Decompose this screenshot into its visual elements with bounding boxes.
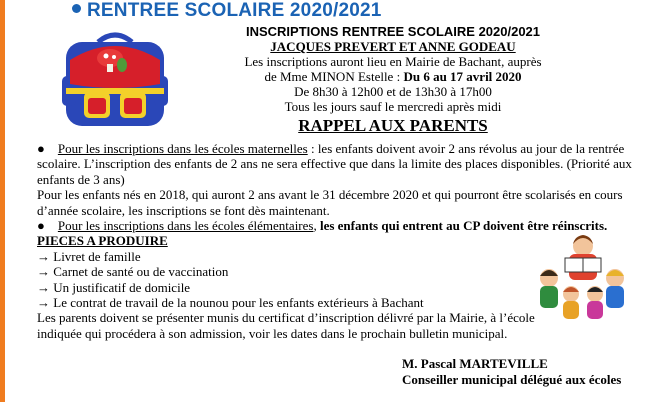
bullet-dot-icon — [72, 4, 81, 13]
piece-item: → Carnet de santé ou de vaccination — [37, 264, 229, 280]
elementaire-bold: les enfants qui entrent au CP doivent être réinscrits. — [319, 218, 608, 234]
school-bag-icon — [60, 30, 170, 126]
maternelle-text: : les enfants doivent avoir 2 ans révolus au jour de la rentrée scolaire. L’inscription des enfants de 2 ans ne sera effective que dans la limite des places disponibles. (Priorité aux enfants de 3 ans) — [37, 141, 632, 187]
maternelle-paragraph — [37, 141, 637, 187]
inscription-header — [168, 24, 618, 137]
dates-text: Du 6 au 17 avril 2020 — [403, 69, 522, 84]
contact-text: de Mme MINON Estelle : — [264, 69, 404, 84]
left-accent-bar — [0, 0, 5, 402]
inscriptions-title: INSCRIPTIONS RENTREE SCOLAIRE 2020/2021 — [245, 24, 541, 39]
days-line: Tous les jours sauf le mercredi après midi — [284, 99, 502, 114]
hours-line: De 8h30 à 12h00 et de 13h30 à 17h00 — [294, 84, 492, 99]
signature-block — [402, 356, 621, 388]
pieces-title: PIECES A PRODUIRE — [37, 233, 168, 249]
elementaire-sep: , — [313, 218, 320, 234]
elementaire-label: Pour les inscriptions dans les écoles élémentaires — [57, 218, 314, 234]
piece-item: → Livret de famille — [37, 248, 141, 264]
page-heading — [72, 0, 382, 22]
schools-names: JACQUES PREVERT ET ANNE GODEAU — [270, 39, 516, 54]
info-line-2 — [168, 69, 618, 84]
born-2018-paragraph: Pour les enfants nés en 2018, qui auront 2 ans avant le 31 décembre 2020 et qui pourront être scolarisés en cours d’année scolaire, les inscriptions se font dès maintenant. — [37, 187, 623, 218]
page-heading-text: RENTREE SCOLAIRE 2020/2021 — [87, 0, 382, 21]
children-reading-illustration — [535, 232, 630, 320]
signature-name: M. Pascal MARTEVILLE — [402, 356, 548, 371]
rappel-heading: RAPPEL AUX PARENTS — [298, 116, 488, 135]
maternelle-label: Pour les inscriptions dans les écoles maternelles — [57, 141, 308, 156]
signature-role: Conseiller municipal délégué aux écoles — [402, 372, 622, 387]
piece-item: → Le contrat de travail de la nounou pour les enfants extérieurs à Bachant — [37, 295, 424, 311]
bullet-icon: ● — [37, 141, 45, 156]
info-line-1: Les inscriptions auront lieu en Mairie de Bachant, auprès — [244, 54, 542, 69]
piece-item: → Un justificatif de domicile — [37, 279, 191, 295]
closing-paragraph: Les parents doivent se présenter munis du certificat d’inscription délivré par la Mairie, à l’école indiquée qui procédera à son admission, voir les dates dans le prochain bulletin municipal. — [37, 310, 535, 341]
bullet-icon: ● — [37, 218, 45, 234]
